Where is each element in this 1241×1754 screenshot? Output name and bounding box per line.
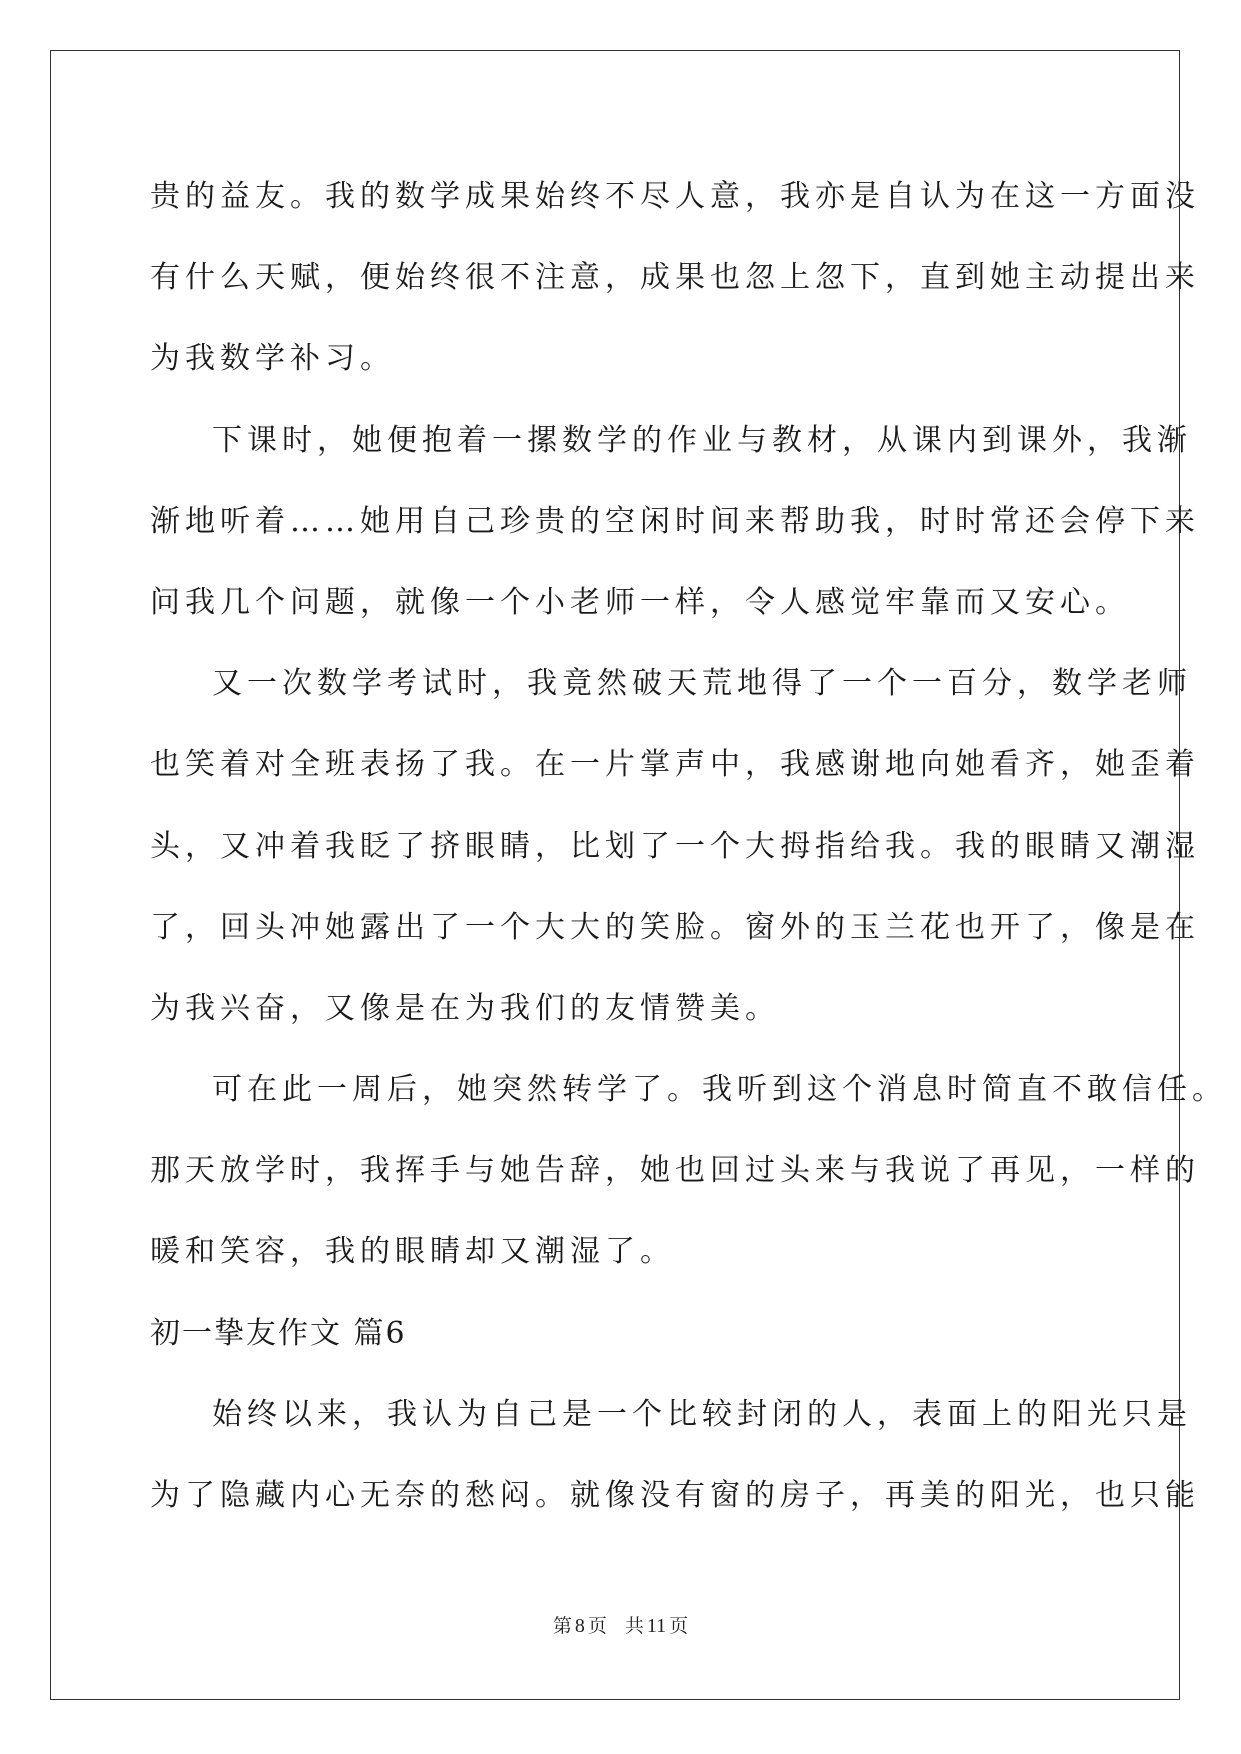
text-line: 为了隐藏内心无奈的愁闷。就像没有窗的房子，再美的阳光，也只能 bbox=[150, 1478, 1200, 1513]
total-page-count: 11 bbox=[646, 1615, 667, 1637]
document-body bbox=[150, 156, 1227, 1536]
paragraph-start-line: 又一次数学考试时，我竟然破天荒地得了一个一百分，数学老师 bbox=[212, 666, 1192, 702]
section-heading: 初一挚友作文 篇6 bbox=[150, 1315, 407, 1351]
text-line: 贵的益友。我的数学成果始终不尽人意，我亦是自认为在这一方面没 bbox=[150, 179, 1200, 214]
paragraph-start-line: 可在此一周后，她突然转学了。我听到这个消息时简直不敢信任。 bbox=[212, 1072, 1227, 1108]
text-line: 了，回头冲她露出了一个大大的笑脸。窗外的玉兰花也开了，像是在 bbox=[150, 909, 1200, 945]
page-footer bbox=[0, 1614, 1241, 1638]
total-suffix: 页 bbox=[669, 1615, 689, 1637]
paragraph-start-line: 下课时，她便抱着一摞数学的作业与教材，从课内到课外，我渐 bbox=[212, 422, 1192, 458]
text-line: 也笑着对全班表扬了我。在一片掌声中，我感谢地向她看齐，她歪着 bbox=[150, 747, 1200, 783]
total-prefix: 共 bbox=[624, 1615, 644, 1637]
text-line: 为我数学补习。 bbox=[150, 341, 395, 377]
page-suffix: 页 bbox=[587, 1615, 607, 1637]
text-line: 问我几个问题，就像一个小老师一样，令人感觉牢靠而又安心。 bbox=[150, 584, 1130, 620]
text-line: 渐地听着……她用自己珍贵的空闲时间来帮助我，时时常还会停下来 bbox=[150, 503, 1200, 539]
page-prefix: 第 bbox=[552, 1615, 572, 1637]
text-line: 为我兴奋，又像是在为我们的友情赞美。 bbox=[150, 990, 780, 1026]
paragraph-start-line: 始终以来，我认为自己是一个比较封闭的人，表面上的阳光只是 bbox=[212, 1396, 1192, 1432]
text-line: 那天放学时，我挥手与她告辞，她也回过头来与我说了再见，一样的 bbox=[150, 1153, 1200, 1189]
text-line: 有什么天赋，便始终很不注意，成果也忽上忽下，直到她主动提出来 bbox=[150, 260, 1200, 296]
text-line: 头，又冲着我眨了挤眼睛，比划了一个大拇指给我。我的眼睛又潮湿 bbox=[150, 828, 1200, 864]
current-page-number: 8 bbox=[574, 1615, 585, 1637]
text-line: 暖和笑容，我的眼睛却又潮湿了。 bbox=[150, 1234, 675, 1270]
